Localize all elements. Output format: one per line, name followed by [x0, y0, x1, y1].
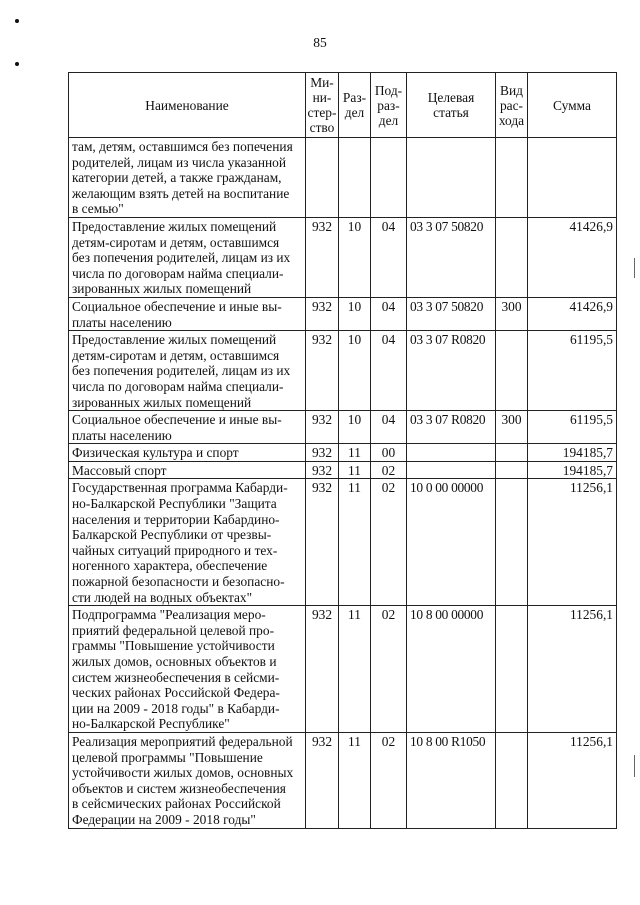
name-line: без попечения родителей, лицам из их: [72, 250, 291, 266]
name-line: Подпрограмма "Реализация меро-: [72, 607, 266, 623]
sum-cell: 41426,9: [528, 217, 617, 297]
subsection-cell: 02: [371, 732, 407, 828]
name-cell: [69, 444, 306, 462]
expense-type-cell: [496, 479, 528, 606]
name-line: детям-сиротам и детям, оставшимся: [72, 234, 280, 250]
subsection-cell: [371, 138, 407, 218]
name-line: числа по договорам найма специали-: [72, 265, 284, 281]
name-line: сти людей на водных объектах": [72, 589, 253, 605]
header-line: статья: [433, 105, 469, 120]
table-header-row: [69, 73, 617, 138]
name-line: без попечения родителей, лицам из их: [72, 363, 291, 379]
header-line: стер-: [307, 105, 337, 120]
name-line: Государственная программа Кабарди-: [72, 480, 288, 496]
table-row: [69, 479, 617, 606]
header-line: Раз-: [342, 90, 367, 105]
name-cell: [69, 331, 306, 411]
subsection-cell: 00: [371, 444, 407, 462]
target-article-cell: 03 3 07 50820: [407, 297, 496, 330]
name-line: Предоставление жилых помещений: [72, 218, 277, 234]
ministry-cell: 932: [306, 297, 339, 330]
sum-cell: 41426,9: [528, 297, 617, 330]
scan-edge-mark: [634, 755, 635, 777]
subsection-cell: 02: [371, 461, 407, 479]
header-line: раз-: [377, 97, 400, 113]
name-line: устойчивости жилых домов, основных: [72, 765, 294, 781]
header-section: [339, 73, 371, 138]
section-cell: 10: [339, 331, 371, 411]
table-row: [69, 217, 617, 297]
target-article-cell: 03 3 07 R0820: [407, 411, 496, 444]
expense-type-cell: [496, 217, 528, 297]
name-cell: [69, 461, 306, 479]
expense-type-cell: 300: [496, 411, 528, 444]
subsection-cell: 04: [371, 411, 407, 444]
section-cell: 10: [339, 297, 371, 330]
name-line: Массовый спорт: [72, 462, 167, 478]
expense-type-cell: [496, 732, 528, 828]
sum-cell: 194185,7: [528, 444, 617, 462]
header-line: дел: [344, 105, 365, 120]
header-name: Наименование: [69, 73, 306, 138]
table-row: [69, 732, 617, 828]
target-article-cell: 03 3 07 R0820: [407, 331, 496, 411]
name-line: объектов и систем жизнеобеспечения: [72, 780, 286, 796]
header-line: ство: [309, 120, 335, 135]
name-cell: [69, 411, 306, 444]
name-line: желающим взять детей на воспитание: [72, 185, 290, 201]
section-cell: 11: [339, 479, 371, 606]
name-line: ции на 2009 - 2018 годы" в Кабарди-: [72, 700, 280, 716]
table-row: [69, 411, 617, 444]
ministry-cell: 932: [306, 411, 339, 444]
name-cell: [69, 479, 306, 606]
sum-cell: 11256,1: [528, 479, 617, 606]
ministry-cell: 932: [306, 606, 339, 733]
name-line: зированных жилых помещений: [72, 394, 252, 410]
target-article-cell: 10 8 00 R1050: [407, 732, 496, 828]
name-line: детям-сиротам и детям, оставшимся: [72, 347, 280, 363]
table-row: [69, 138, 617, 218]
name-line: Физическая культура и спорт: [72, 445, 239, 461]
section-cell: [339, 138, 371, 218]
name-line: в сейсмических районах Российской: [72, 796, 281, 812]
name-line: ческих районах Российской Федера-: [72, 685, 280, 701]
section-cell: 11: [339, 444, 371, 462]
target-article-cell: 10 8 00 00000: [407, 606, 496, 733]
sum-cell: 61195,5: [528, 411, 617, 444]
header-ministry: [306, 73, 339, 138]
name-line: Реализация мероприятий федеральной: [72, 733, 293, 749]
section-cell: 11: [339, 461, 371, 479]
subsection-cell: 02: [371, 606, 407, 733]
name-line: но-Балкарской Республике": [72, 716, 230, 732]
margin-dot: [15, 62, 19, 66]
name-line: числа по договорам найма специали-: [72, 378, 284, 394]
name-line: но-Балкарской Республики "Защита: [72, 496, 277, 512]
subsection-cell: 04: [371, 331, 407, 411]
subsection-cell: 02: [371, 479, 407, 606]
subsection-cell: 04: [371, 297, 407, 330]
expense-type-cell: [496, 606, 528, 733]
table-row: [69, 606, 617, 733]
header-subsection: [371, 73, 407, 138]
name-line: платы населению: [72, 314, 172, 330]
budget-table: [68, 72, 617, 829]
header-line: ни-: [312, 90, 332, 105]
margin-dot: [15, 19, 19, 23]
target-article-cell: 03 3 07 50820: [407, 217, 496, 297]
name-line: граммы "Повышение устойчивости: [72, 638, 275, 654]
name-line: систем жизнеобеспечения в сейсми-: [72, 669, 280, 685]
sum-cell: 11256,1: [528, 606, 617, 733]
name-line: пожарной безопасности и безопасно-: [72, 574, 285, 590]
ministry-cell: 932: [306, 444, 339, 462]
name-line: приятий федеральной целевой про-: [72, 622, 275, 638]
expense-type-cell: [496, 444, 528, 462]
name-cell: [69, 732, 306, 828]
name-line: Федерации на 2009 - 2018 годы": [72, 811, 256, 827]
table-row: [69, 331, 617, 411]
ministry-cell: [306, 138, 339, 218]
header-line: дел: [378, 112, 399, 128]
name-line: родителей, лицам из числа указанной: [72, 154, 287, 170]
target-article-cell: [407, 461, 496, 479]
header-line: Вид: [500, 82, 523, 98]
ministry-cell: 932: [306, 331, 339, 411]
table-row: [69, 461, 617, 479]
name-cell: [69, 138, 306, 218]
table-row: [69, 444, 617, 462]
name-cell: [69, 297, 306, 330]
name-cell: [69, 606, 306, 733]
scan-edge-mark: [634, 258, 635, 278]
header-line: Целевая: [427, 90, 475, 105]
name-cell: [69, 217, 306, 297]
section-cell: 10: [339, 217, 371, 297]
name-line: платы населению: [72, 427, 172, 443]
name-line: населения и территории Кабардино-: [72, 511, 280, 527]
name-line: чайных ситуаций природного и тех-: [72, 542, 278, 558]
section-cell: 11: [339, 606, 371, 733]
ministry-cell: 932: [306, 732, 339, 828]
name-line: Социальное обеспечение и иные вы-: [72, 412, 282, 428]
section-cell: 10: [339, 411, 371, 444]
header-line: рас-: [499, 97, 524, 113]
expense-type-cell: [496, 138, 528, 218]
name-line: ногенного характера, обеспечение: [72, 558, 268, 574]
header-sum: Сумма: [528, 73, 617, 138]
name-line: Социальное обеспечение и иные вы-: [72, 298, 282, 314]
sum-cell: 61195,5: [528, 331, 617, 411]
name-line: в семью": [72, 201, 124, 217]
target-article-cell: [407, 444, 496, 462]
name-line: Балкарской Республики от чрезвы-: [72, 527, 272, 543]
expense-type-cell: [496, 461, 528, 479]
name-line: зированных жилых помещений: [72, 281, 252, 297]
ministry-cell: 932: [306, 217, 339, 297]
target-article-cell: [407, 138, 496, 218]
target-article-cell: 10 0 00 00000: [407, 479, 496, 606]
header-expense: [496, 73, 528, 138]
header-line: Ми-: [310, 75, 334, 90]
header-line: Под-: [374, 82, 403, 98]
ministry-cell: 932: [306, 479, 339, 606]
name-line: жилых домов, основных объектов и: [72, 654, 277, 669]
header-target: [407, 73, 496, 138]
sum-cell: 11256,1: [528, 732, 617, 828]
name-line: категории детей, а также гражданам,: [72, 170, 282, 186]
page-number: 85: [313, 35, 327, 50]
name-line: целевой программы "Повышение: [72, 749, 263, 765]
sum-cell: [528, 138, 617, 218]
section-cell: 11: [339, 732, 371, 828]
name-line: там, детям, оставшимся без попечения: [72, 139, 293, 154]
name-line: Предоставление жилых помещений: [72, 332, 277, 348]
header-line: хода: [498, 112, 525, 128]
table-row: [69, 297, 617, 330]
ministry-cell: 932: [306, 461, 339, 479]
sum-cell: 194185,7: [528, 461, 617, 479]
expense-type-cell: [496, 331, 528, 411]
subsection-cell: 04: [371, 217, 407, 297]
expense-type-cell: 300: [496, 297, 528, 330]
